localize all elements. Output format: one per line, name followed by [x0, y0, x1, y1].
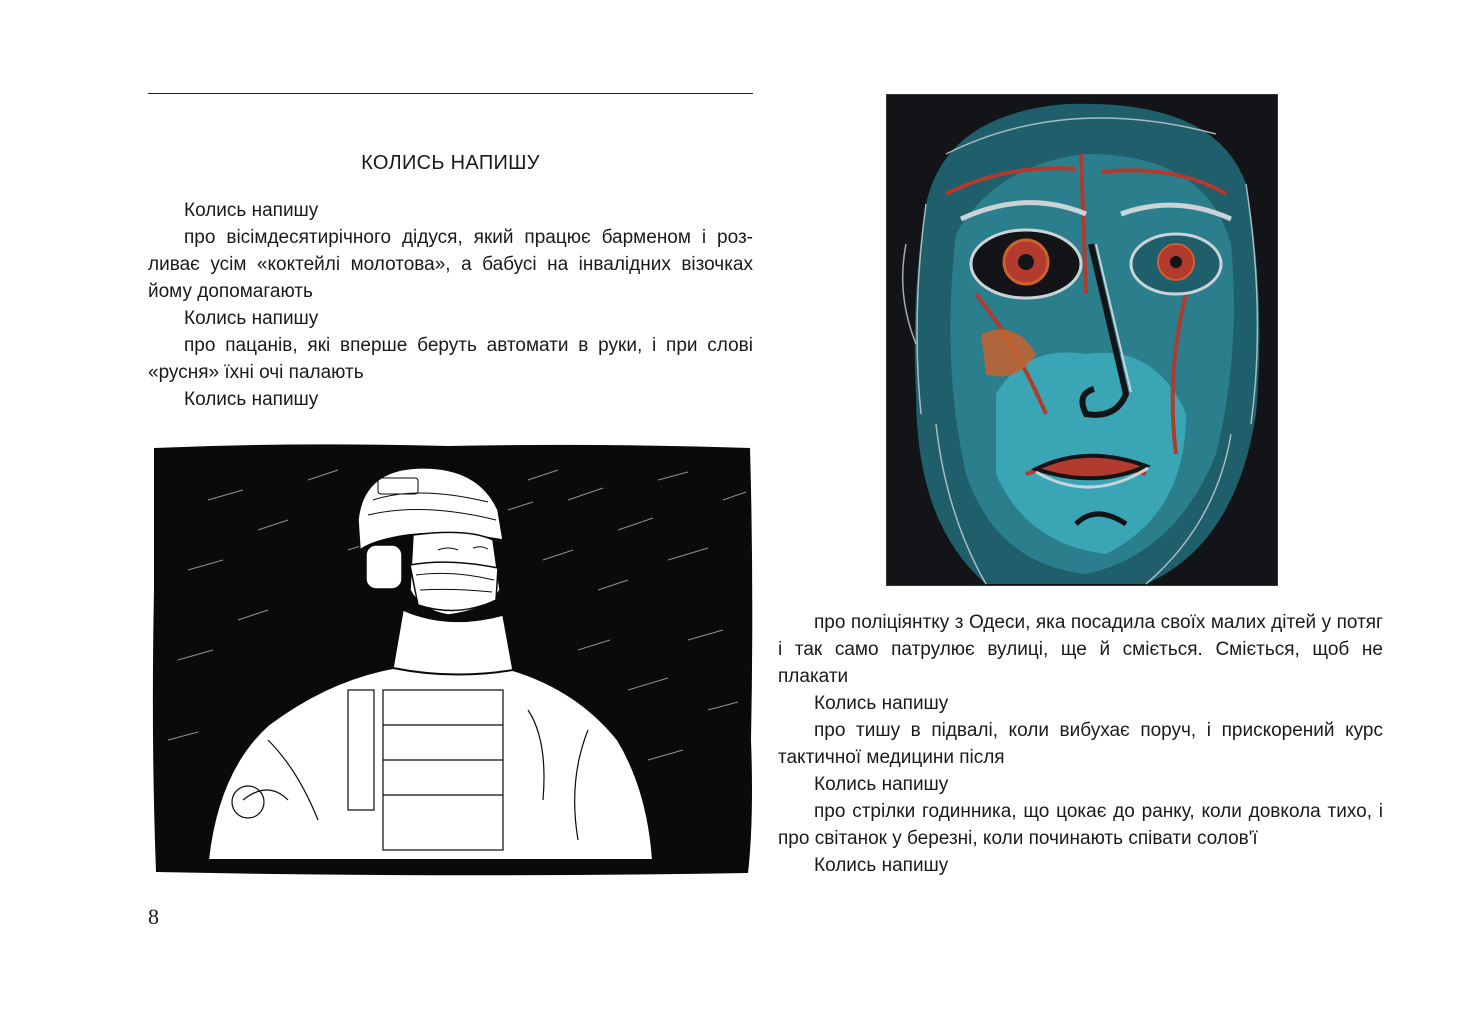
poem-line: Колись напишу [814, 774, 949, 795]
poem-line: Колись напишу [184, 308, 319, 329]
poem-column-left [148, 197, 753, 413]
poem-line: про вісімдесятирічного дідуся, який працює барменом і розливає усім «коктейлі молотова», а бабусі на інвалідних візочках йому допомагають [148, 227, 753, 302]
artist-signature: Puzik'24 [653, 853, 695, 867]
poem-line: про пацанів, які вперше беруть автомати в руки, і при слові «русня» їхні очі палають [148, 335, 753, 383]
poem-column-right [778, 609, 1383, 879]
poem-line: про стрілки годинника, що цокає до ранку, коли довкола тихо, і про світанок у березні, коли починають співати солов'ї [778, 801, 1383, 849]
poem-line: про тишу в підвалі, коли вибухає поруч, і прискорений курс тактичної медицини після [778, 720, 1383, 768]
soldier-illustration [148, 440, 756, 877]
poem-line: Колись напишу [184, 389, 319, 410]
poem-line: Колись напишу [184, 200, 319, 221]
page-title: КОЛИСЬ НАПИШУ [361, 152, 540, 174]
face-painting [886, 94, 1278, 586]
page-number: 8 [148, 904, 159, 929]
poem-line: Колись напишу [814, 693, 949, 714]
poem-line: про поліціянтку з Одеси, яка посадила своїх малих дітей у потяг і так само патрулює вулиці, ще й сміється. Сміється, щоб не плакати [778, 612, 1383, 687]
poem-line: Колись напишу [814, 855, 949, 876]
top-rule [148, 93, 753, 94]
